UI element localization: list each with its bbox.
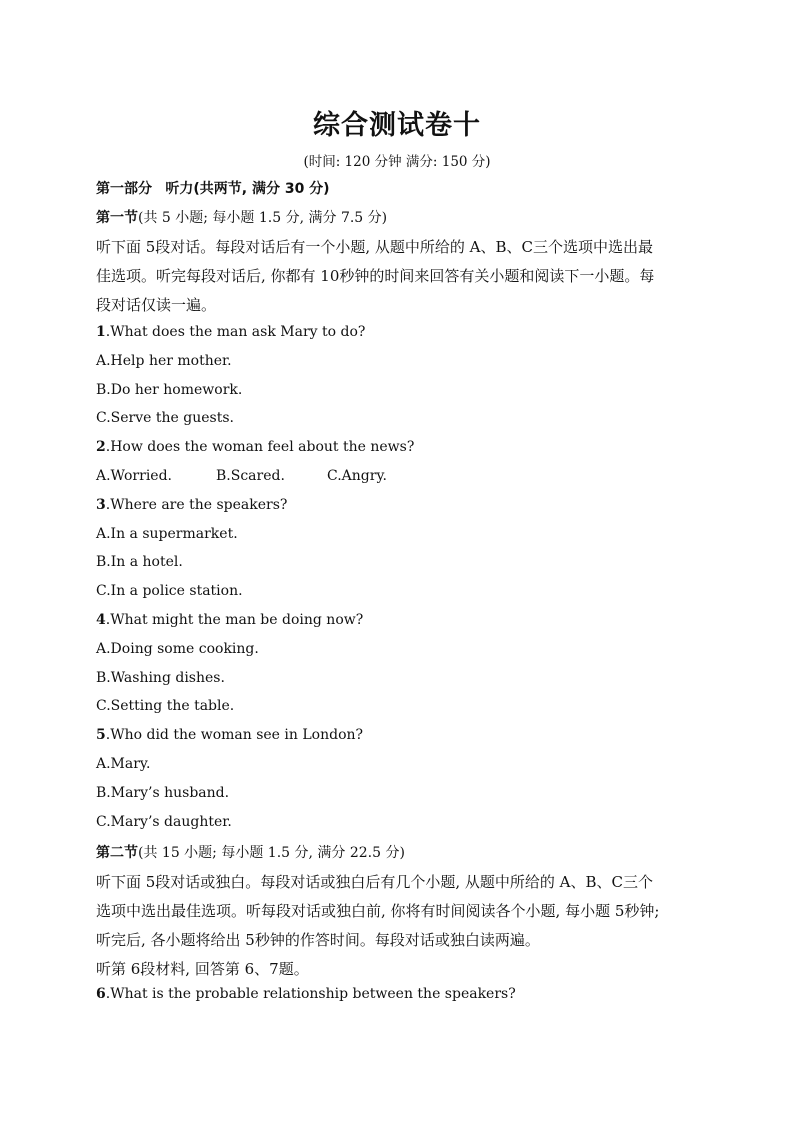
section1-label: 第一节: [96, 210, 138, 226]
question-number: 4: [96, 612, 106, 628]
question-number: 5: [96, 727, 106, 743]
option-b: B.Scared.: [216, 468, 285, 484]
option-a: A.Worried.: [96, 468, 172, 484]
option-a: A.Doing some cooking.: [96, 641, 259, 657]
option-b: B.In a hotel.: [96, 554, 183, 570]
option-c: C.Setting the table.: [96, 698, 235, 714]
question-5: [96, 727, 363, 743]
material-6-note: 听第 6段材料, 回答第 6、7题。: [96, 960, 309, 978]
option-b: B.Mary’s husband.: [96, 785, 230, 801]
part1-text: 听力(共两节, 满分 30 分): [165, 181, 330, 197]
instructions2-line: 选项中选出最佳选项。听每段对话或独白前, 你将有时间阅读各个小题, 每小题 5秒钟;: [96, 902, 660, 920]
question-number: 6: [96, 986, 106, 1002]
exam-time-score: (时间: 120 分钟 满分: 150 分): [303, 154, 491, 170]
question-3: [96, 497, 287, 513]
question-text: .What might the man be doing now?: [105, 612, 364, 628]
option-c: C.In a police station.: [96, 583, 243, 599]
option-b: B.Do her homework.: [96, 382, 243, 398]
option-a: A.Help her mother.: [96, 353, 232, 369]
option-c: C.Mary’s daughter.: [96, 814, 232, 830]
question-4: [96, 612, 363, 628]
question-number: 2: [96, 439, 106, 455]
option-c: C.Serve the guests.: [96, 410, 234, 426]
option-a: A.Mary.: [96, 756, 151, 772]
option-b: B.Washing dishes.: [96, 670, 225, 686]
question-text: .What is the probable relationship between the speakers?: [105, 986, 516, 1002]
question-number: 1: [96, 324, 106, 340]
instructions2-line: 听完后, 各小题将给出 5秒钟的作答时间。每段对话或独白读两遍。: [96, 931, 540, 949]
instructions1-line: 段对话仅读一遍。: [96, 296, 217, 314]
section2-label: 第二节: [96, 845, 138, 861]
option-a: A.In a supermarket.: [96, 526, 238, 542]
instructions1-line: 佳选项。听完每段对话后, 你都有 10秒钟的时间来回答有关小题和阅读下一小题。每: [96, 267, 655, 285]
option-c: C.Angry.: [327, 468, 387, 484]
question-text: .What does the man ask Mary to do?: [105, 324, 366, 340]
options-row: [96, 468, 387, 484]
question-6: [96, 986, 516, 1002]
section2-text: (共 15 小题; 每小题 1.5 分, 满分 22.5 分): [138, 845, 405, 861]
part1-label: 第一部分: [96, 181, 152, 197]
question-text: .Who did the woman see in London?: [105, 727, 364, 743]
section2-heading: [96, 842, 405, 862]
instructions1-line: 听下面 5段对话。每段对话后有一个小题, 从题中所给的 A、B、C三个选项中选出最: [96, 238, 653, 256]
instructions2-line: 听下面 5段对话或独白。每段对话或独白后有几个小题, 从题中所给的 A、B、C三个: [96, 873, 653, 891]
page-title: 综合测试卷十: [313, 110, 481, 141]
question-text: .Where are the speakers?: [105, 497, 288, 513]
section1-heading: [96, 207, 387, 227]
question-2: [96, 439, 414, 455]
question-text: .How does the woman feel about the news?: [105, 439, 415, 455]
question-number: 3: [96, 497, 106, 513]
question-1: [96, 324, 365, 340]
section1-text: (共 5 小题; 每小题 1.5 分, 满分 7.5 分): [138, 210, 388, 226]
part1-heading: [96, 178, 330, 198]
